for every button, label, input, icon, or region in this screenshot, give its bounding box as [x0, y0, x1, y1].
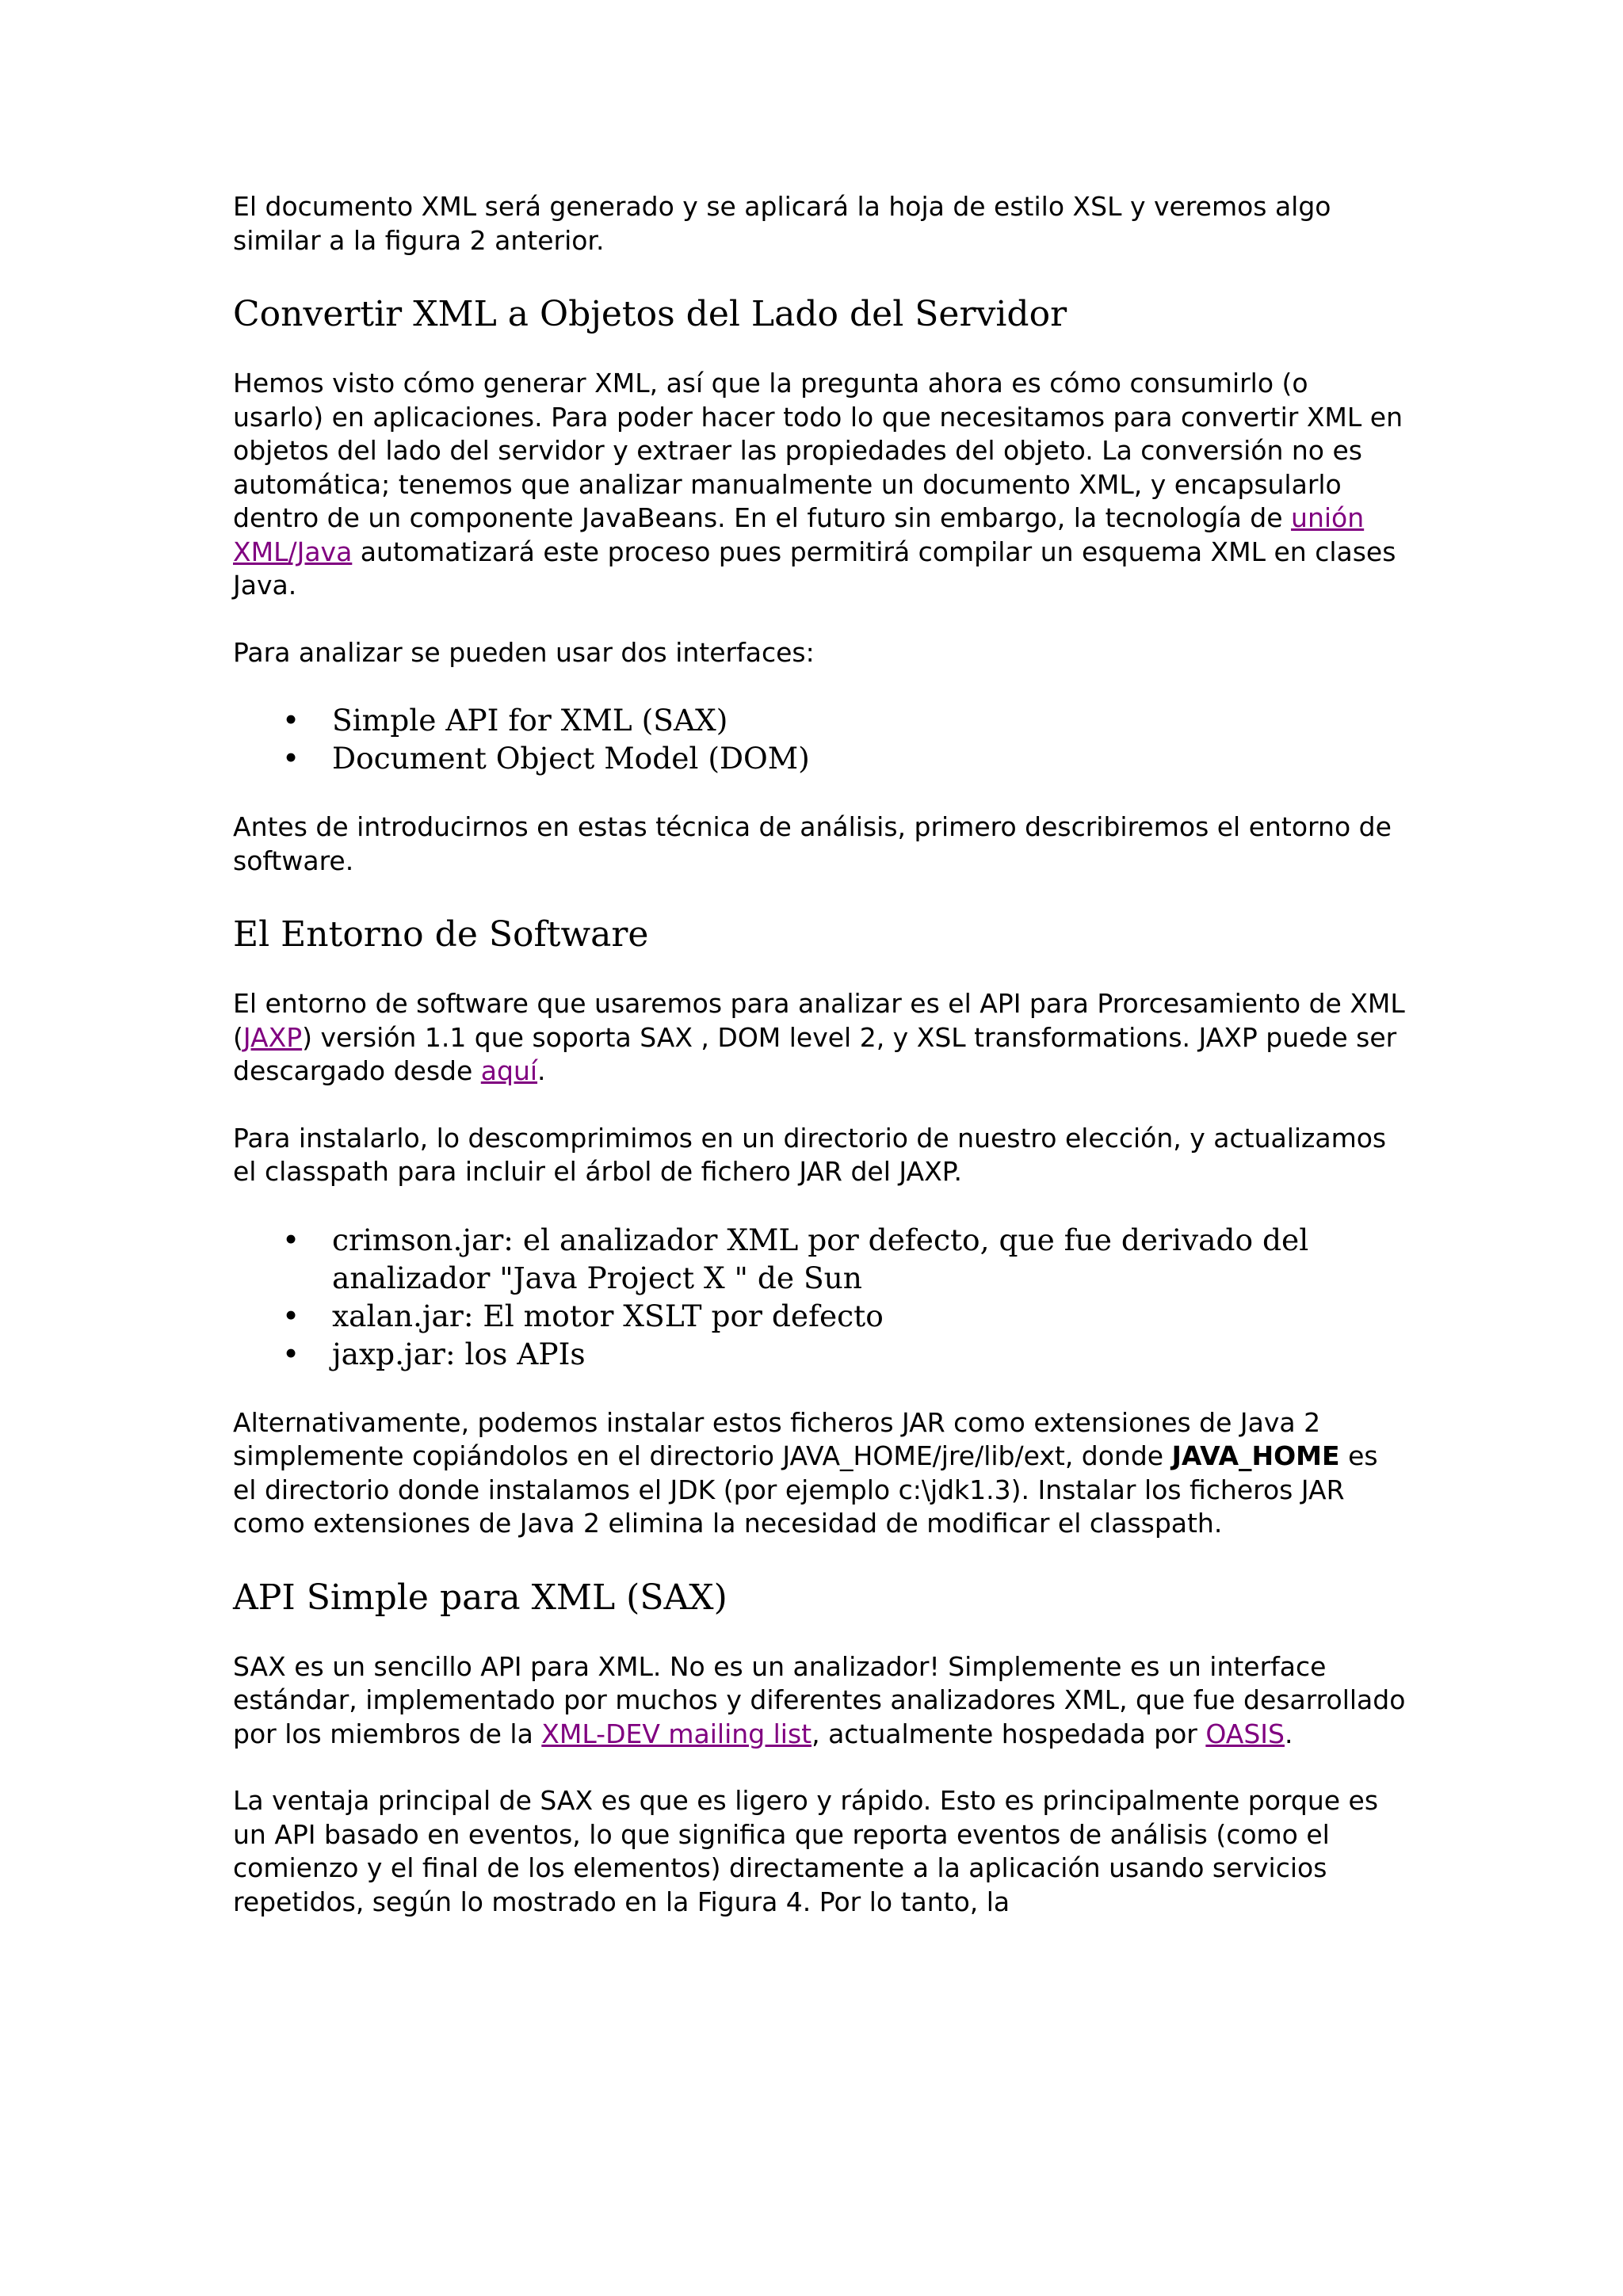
java-home-bold: JAVA_HOME	[1171, 1440, 1340, 1471]
paragraph-alternativamente	[233, 1406, 1406, 1541]
text-run: , actualmente hospedada por	[812, 1718, 1206, 1749]
heading-api-simple-sax: API Simple para XML (SAX)	[233, 1577, 727, 1618]
interfaces-list	[233, 701, 1406, 777]
text-run: .	[537, 1055, 546, 1086]
link-aqui[interactable]: aquí	[480, 1055, 538, 1086]
paragraph-ventaja-sax: La ventaja principal de SAX es que es ligero y rápido. Esto es principalmente porque es un API basado en eventos, lo que significa que reporta eventos de análisis (como el comienzo y el final de los elementos) directamente a la aplicación usando servicios repetidos, según lo mostrado en la Figura 4. Por lo tanto, la	[233, 1785, 1379, 1917]
heading-convertir-xml: Convertir XML a Objetos del Lado del Servidor	[233, 294, 1067, 334]
text-run: ) versión 1.1 que soporta SAX , DOM level 2, y XSL transformations. JAXP puede ser descargado desde	[233, 1021, 1397, 1086]
list-item: • jaxp.jar: los APIs	[233, 1335, 1406, 1373]
link-oasis[interactable]: OASIS	[1205, 1718, 1285, 1749]
paragraph-antes: Antes de introducirnos en estas técnica de análisis, primero describiremos el entorno de software.	[233, 811, 1392, 876]
paragraph-convertir-intro	[233, 367, 1406, 603]
text-run: es el directorio donde instalamos el JDK (por ejemplo c:\jdk1.3). Instalar los ficheros JAR como extensiones de Java 2 elimina la necesidad de modificar el classpath.	[233, 1440, 1378, 1539]
text-run: .	[1284, 1718, 1293, 1749]
heading-entorno-software: El Entorno de Software	[233, 914, 649, 955]
text-run: automatizará este proceso pues permitirá compilar un esquema XML en clases Java.	[233, 536, 1396, 601]
paragraph-sax-intro	[233, 1650, 1406, 1752]
text-run: Hemos visto cómo generar XML, así que la pregunta ahora es cómo consumirlo (o usarlo) en aplicaciones. Para poder hacer todo lo que necesitamos para convertir XML en objetos del lado del servidor y extraer las propiedades del objeto. La conversión no es automática; tenemos que analizar manualmente un documento XML, y encapsularlo dentro de un componente JavaBeans. En el futuro sin embargo, la tecnología de	[233, 368, 1403, 533]
link-xml-dev-mailing-list[interactable]: XML-DEV mailing list	[541, 1718, 812, 1749]
list-item: • crimson.jar: el analizador XML por defecto, que fue derivado del analizador "Java Project X " de Sun	[233, 1221, 1406, 1297]
list-item: • Simple API for XML (SAX)	[233, 701, 1406, 739]
list-item: • xalan.jar: El motor XSLT por defecto	[233, 1297, 1406, 1335]
text-run: El entorno de software que usaremos para analizar es el API para Prorcesamiento de XML (	[233, 988, 1405, 1053]
paragraph-instalar: Para instalarlo, lo descomprimimos en un directorio de nuestro elección, y actualizamos el classpath para incluir el árbol de fichero JAR del JAXP.	[233, 1122, 1387, 1187]
text-run: Alternativamente, podemos instalar estos ficheros JAR como extensiones de Java 2 simplemente copiándolos en el directorio JAVA_HOME/jre/lib/ext, donde	[233, 1406, 1321, 1471]
text-run: SAX es un sencillo API para XML. No es un analizador! Simplemente es un interface estándar, implementado por muchos y diferentes analizadores XML, que fue desarrollado por los miembros de la	[233, 1650, 1406, 1749]
link-jaxp[interactable]: JAXP	[242, 1021, 303, 1053]
intro-paragraph: El documento XML será generado y se aplicará la hoja de estilo XSL y veremos algo similar a la figura 2 anterior.	[233, 191, 1331, 256]
paragraph-entorno	[233, 987, 1406, 1089]
jar-list	[233, 1221, 1406, 1373]
list-item: • Document Object Model (DOM)	[233, 739, 1406, 777]
paragraph-interfaces: Para analizar se pueden usar dos interfaces:	[233, 636, 815, 668]
link-union-xml-java[interactable]: unión XML/Java	[233, 502, 1365, 567]
document-page	[233, 190, 1406, 1919]
